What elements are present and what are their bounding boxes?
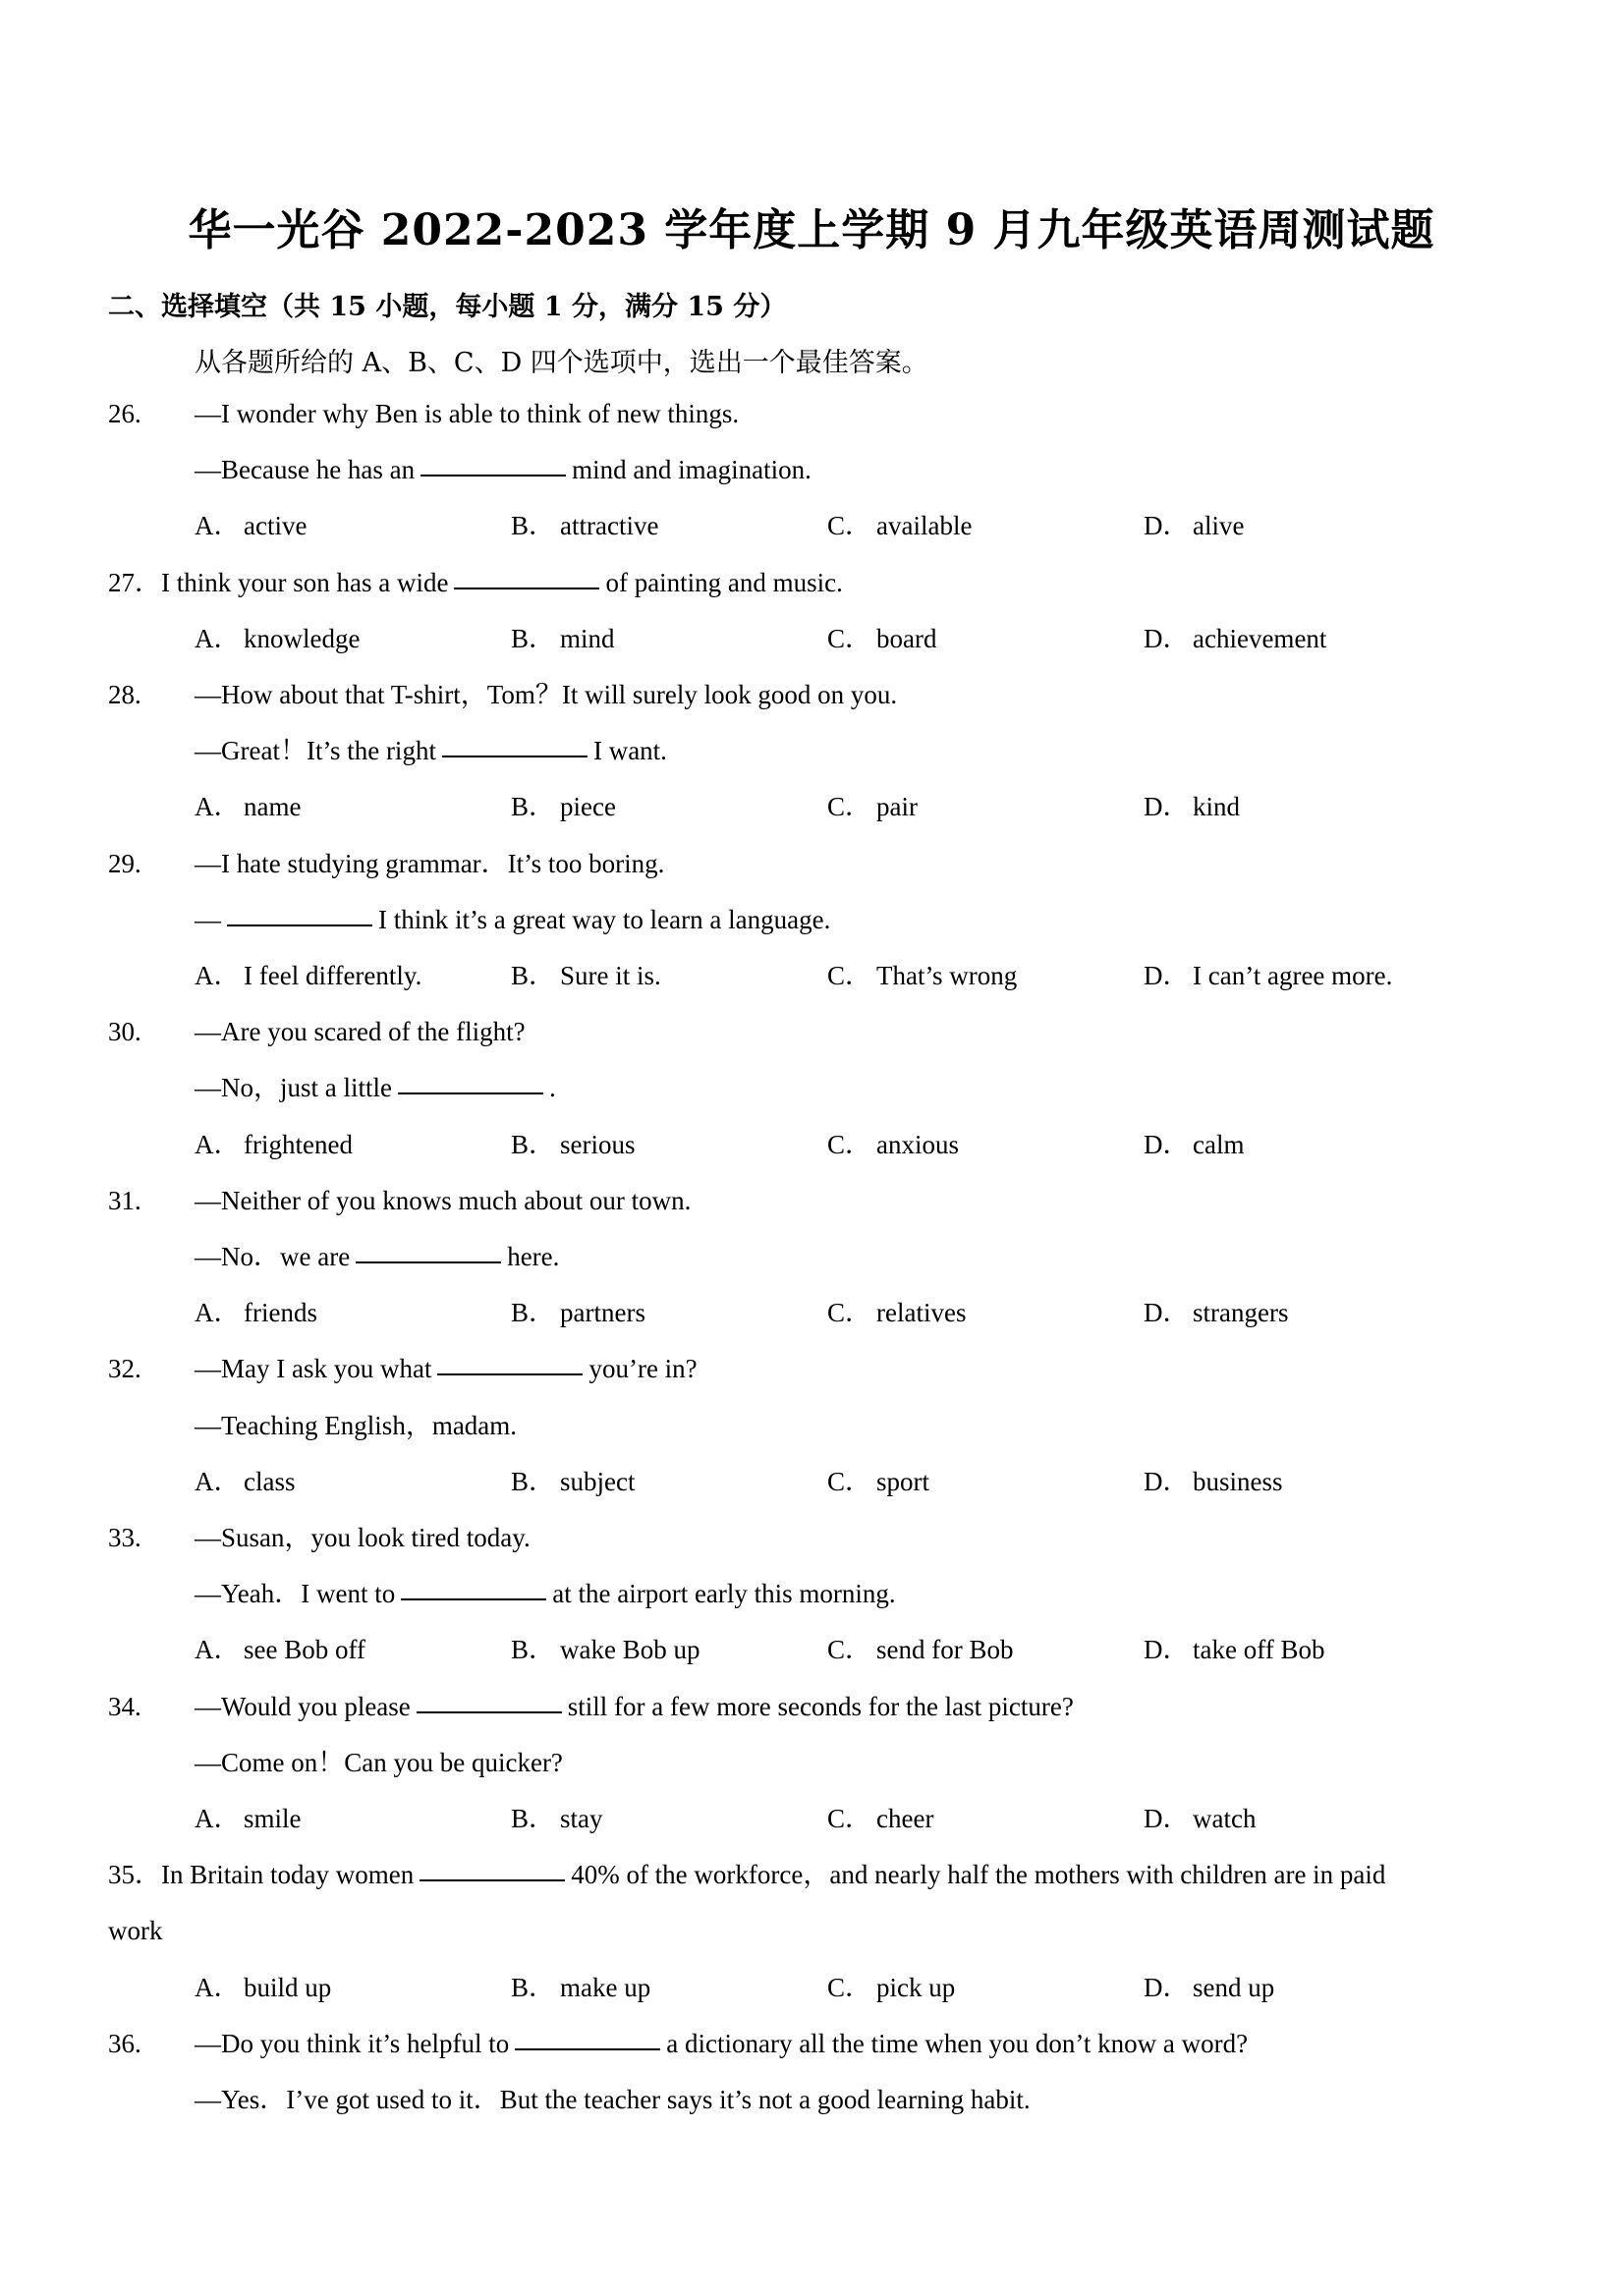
option-text: Sure it is. xyxy=(560,961,661,990)
option-text: relatives xyxy=(876,1298,967,1328)
stem-text: —No．we are xyxy=(195,1242,351,1271)
option-text: alive xyxy=(1193,511,1245,541)
option-letter: D． xyxy=(1144,1804,1190,1833)
option-letter: D． xyxy=(1144,1972,1190,2002)
question-number: 31. xyxy=(108,1185,141,1215)
answer-blank xyxy=(454,587,599,589)
option-letter: C． xyxy=(827,1635,872,1665)
answer-blank xyxy=(401,1597,546,1600)
option-a xyxy=(195,1806,302,1832)
question-number: 28. xyxy=(108,680,141,709)
stem-text: 40% of the workforce，and nearly half the mothers with children are in paid xyxy=(571,1860,1386,1890)
question-stem xyxy=(195,1581,896,1607)
option-letter: A． xyxy=(195,961,241,990)
option-a xyxy=(195,794,301,820)
page-title: 华一光谷 2022-2023 学年度上学期 9 月九年级英语周测试题 xyxy=(188,205,1435,255)
option-text: pair xyxy=(876,792,918,822)
option-text: watch xyxy=(1193,1804,1257,1833)
question-number: 35． xyxy=(108,1860,161,1890)
stem-text: a dictionary all the time when you don’t know a word? xyxy=(666,2028,1249,2058)
option-text: business xyxy=(1193,1466,1283,1496)
option-b xyxy=(511,1637,700,1663)
stem-text: I think your son has a wide xyxy=(161,567,449,597)
question-stem xyxy=(195,457,812,483)
option-b xyxy=(511,1300,645,1326)
option-text: send for Bob xyxy=(876,1635,1014,1665)
stem-text: of painting and music. xyxy=(605,567,843,597)
option-letter: A． xyxy=(195,792,241,822)
option-b xyxy=(511,1806,603,1832)
option-letter: A． xyxy=(195,1466,241,1496)
option-text: make up xyxy=(560,1972,651,2002)
option-a xyxy=(195,1972,332,2002)
stem-text: at the airport early this morning. xyxy=(552,1579,896,1609)
stem-text: —Are you scared of the flight? xyxy=(195,1017,526,1047)
stem-text: In Britain today women xyxy=(161,1860,415,1890)
option-text: frightened xyxy=(244,1129,353,1159)
option-text: stay xyxy=(560,1804,603,1833)
question-stem xyxy=(195,904,831,934)
option-text: smile xyxy=(244,1804,302,1833)
question-stem xyxy=(195,1747,563,1777)
option-c xyxy=(827,794,918,820)
option-text: knowledge xyxy=(244,623,361,653)
answer-blank xyxy=(420,1878,565,1881)
option-letter: C． xyxy=(827,961,872,990)
option-b xyxy=(511,794,616,820)
stem-text: —Great！It’s the right xyxy=(195,736,436,766)
question-stem xyxy=(108,1918,163,1944)
stem-text: —Teaching English，madam. xyxy=(195,1410,518,1440)
question-number: 32. xyxy=(108,1354,141,1384)
option-letter: B． xyxy=(511,623,556,653)
option-d xyxy=(1144,513,1244,539)
answer-blank xyxy=(437,1372,583,1375)
question-number: 29. xyxy=(108,848,141,878)
option-d xyxy=(1144,963,1392,989)
option-text: mind xyxy=(560,623,615,653)
stem-text: —Yes．I’ve got used to it．But the teacher says it’s not a good learning habit. xyxy=(195,2085,1031,2114)
option-text: friends xyxy=(244,1298,317,1328)
option-letter: B． xyxy=(511,1466,556,1496)
option-letter: D． xyxy=(1144,1298,1190,1328)
option-text: kind xyxy=(1193,792,1241,822)
option-letter: B． xyxy=(511,511,556,541)
option-text: class xyxy=(244,1466,296,1496)
option-letter: B． xyxy=(511,792,556,822)
option-text: send up xyxy=(1193,1972,1275,2002)
option-b xyxy=(511,1972,651,2002)
option-text: subject xyxy=(560,1466,636,1496)
option-a xyxy=(195,1300,317,1326)
option-text: see Bob off xyxy=(244,1635,365,1665)
option-d xyxy=(1144,1300,1288,1326)
answer-blank xyxy=(398,1092,543,1094)
option-letter: D． xyxy=(1144,1129,1190,1159)
stem-text: —May I ask you what xyxy=(195,1354,432,1384)
option-d xyxy=(1144,1972,1275,2002)
option-letter: B． xyxy=(511,1635,556,1665)
option-b xyxy=(511,963,661,989)
option-letter: C． xyxy=(827,792,872,822)
stem-text: —Yeah．I went to xyxy=(195,1579,396,1609)
question-number: 33. xyxy=(108,1523,141,1552)
option-letter: C． xyxy=(827,1466,872,1496)
option-a xyxy=(195,623,361,653)
option-a xyxy=(195,1129,353,1159)
option-b xyxy=(511,513,658,539)
option-c xyxy=(827,1466,929,1496)
option-text: take off Bob xyxy=(1193,1635,1325,1665)
stem-text: work xyxy=(108,1916,163,1946)
question-stem xyxy=(195,1525,531,1551)
question-stem xyxy=(195,1410,518,1440)
question-stem xyxy=(195,848,665,878)
option-c xyxy=(827,513,972,539)
option-letter: C． xyxy=(827,511,872,541)
option-letter: A． xyxy=(195,623,241,653)
option-c xyxy=(827,963,1017,989)
option-letter: D． xyxy=(1144,1466,1190,1496)
option-d xyxy=(1144,1637,1324,1663)
section-instruction: 从各题所给的 A、B、C、D 四个选项中，选出一个最佳答案。 xyxy=(195,348,928,378)
option-letter: D． xyxy=(1144,1635,1190,1665)
stem-text: I want. xyxy=(592,736,667,766)
option-c xyxy=(827,1300,966,1326)
option-b xyxy=(511,623,615,653)
option-b xyxy=(511,1466,636,1496)
stem-text: —No，just a little xyxy=(195,1073,392,1103)
option-a xyxy=(195,1466,296,1496)
question-stem xyxy=(195,1019,526,1045)
option-d xyxy=(1144,1806,1256,1832)
option-text: anxious xyxy=(876,1129,959,1159)
option-letter: A． xyxy=(195,1129,241,1159)
option-text: pick up xyxy=(876,1972,956,2002)
question-stem xyxy=(195,1244,559,1270)
option-d xyxy=(1144,1129,1245,1159)
option-text: partners xyxy=(560,1298,645,1328)
option-a xyxy=(195,513,307,539)
option-letter: D． xyxy=(1144,961,1190,990)
question-stem xyxy=(195,1356,698,1382)
stem-text: I think it’s a great way to learn a language. xyxy=(378,904,831,934)
option-letter: A． xyxy=(195,1635,241,1665)
option-text: sport xyxy=(876,1466,929,1496)
section-heading: 二、选择填空（共 15 小题，每小题 1 分，满分 15 分） xyxy=(108,292,787,322)
option-text: available xyxy=(876,511,973,541)
option-letter: B． xyxy=(511,1804,556,1833)
option-letter: D． xyxy=(1144,623,1190,653)
option-letter: D． xyxy=(1144,792,1190,822)
option-c xyxy=(827,1637,1013,1663)
question-stem xyxy=(195,738,667,764)
option-text: board xyxy=(876,623,937,653)
question-stem xyxy=(195,1075,556,1101)
answer-blank xyxy=(420,474,566,476)
option-text: piece xyxy=(560,792,616,822)
question-number: 26. xyxy=(108,399,141,428)
question-number: 27． xyxy=(108,567,161,597)
option-letter: B． xyxy=(511,1129,556,1159)
option-text: serious xyxy=(560,1129,636,1159)
question-stem xyxy=(195,1691,1074,1721)
stem-text: —Because he has an xyxy=(195,455,416,485)
option-letter: A． xyxy=(195,511,241,541)
answer-blank xyxy=(442,755,588,757)
stem-text: —Come on！Can you be quicker? xyxy=(195,1747,563,1777)
option-letter: C． xyxy=(827,623,872,653)
answer-blank xyxy=(515,2047,660,2050)
stem-text: —Do you think it’s helpful to xyxy=(195,2028,510,2058)
question-stem xyxy=(195,682,897,708)
stem-text: —Susan，you look tired today. xyxy=(195,1523,531,1552)
option-letter: C． xyxy=(827,1129,872,1159)
stem-text: —I wonder why Ben is able to think of new things. xyxy=(195,399,740,428)
option-text: build up xyxy=(244,1972,332,2002)
option-a xyxy=(195,1637,365,1663)
option-text: That’s wrong xyxy=(876,961,1018,990)
question-stem xyxy=(195,1185,692,1215)
option-letter: B． xyxy=(511,1298,556,1328)
option-letter: B． xyxy=(511,961,556,990)
question-stem xyxy=(195,401,739,427)
stem-text: you’re in? xyxy=(588,1354,698,1384)
option-text: I feel differently. xyxy=(244,961,422,990)
option-letter: A． xyxy=(195,1804,241,1833)
option-text: I can’t agree more. xyxy=(1193,961,1393,990)
option-letter: A． xyxy=(195,1298,241,1328)
option-c xyxy=(827,1806,933,1832)
question-stem xyxy=(108,567,843,597)
stem-text: mind and imagination. xyxy=(572,455,812,485)
answer-blank xyxy=(356,1260,501,1263)
answer-blank xyxy=(227,924,372,926)
option-d xyxy=(1144,1466,1283,1496)
question-stem xyxy=(108,1862,1385,1888)
answer-blank xyxy=(417,1710,562,1713)
stem-text: —How about that T-shirt，Tom？It will surely look good on you. xyxy=(195,680,898,709)
option-letter: D． xyxy=(1144,511,1190,541)
question-number: 34. xyxy=(108,1691,141,1721)
stem-text: —Would you please xyxy=(195,1691,411,1721)
option-d xyxy=(1144,623,1327,653)
option-text: calm xyxy=(1193,1129,1245,1159)
stem-text: —I hate studying grammar．It’s too boring. xyxy=(195,848,665,878)
option-text: attractive xyxy=(560,511,659,541)
question-number: 30. xyxy=(108,1017,141,1047)
option-text: active xyxy=(244,511,308,541)
option-c xyxy=(827,623,937,653)
stem-text: here. xyxy=(507,1242,560,1271)
option-text: cheer xyxy=(876,1804,934,1833)
option-text: strangers xyxy=(1193,1298,1289,1328)
stem-text: still for a few more seconds for the last picture? xyxy=(567,1691,1074,1721)
option-d xyxy=(1144,794,1240,820)
option-letter: C． xyxy=(827,1804,872,1833)
option-text: achievement xyxy=(1193,623,1327,653)
option-text: wake Bob up xyxy=(560,1635,700,1665)
option-letter: C． xyxy=(827,1298,872,1328)
option-letter: A． xyxy=(195,1972,241,2002)
stem-text: — xyxy=(195,904,221,934)
stem-text: . xyxy=(548,1073,556,1103)
option-b xyxy=(511,1129,636,1159)
option-a xyxy=(195,963,421,989)
question-stem xyxy=(195,2028,1249,2058)
option-letter: C． xyxy=(827,1972,872,2002)
question-stem xyxy=(195,2087,1031,2113)
option-text: name xyxy=(244,792,302,822)
question-number: 36. xyxy=(108,2028,141,2058)
stem-text: —Neither of you knows much about our town. xyxy=(195,1185,692,1215)
option-c xyxy=(827,1129,959,1159)
option-letter: B． xyxy=(511,1972,556,2002)
option-c xyxy=(827,1972,956,2002)
